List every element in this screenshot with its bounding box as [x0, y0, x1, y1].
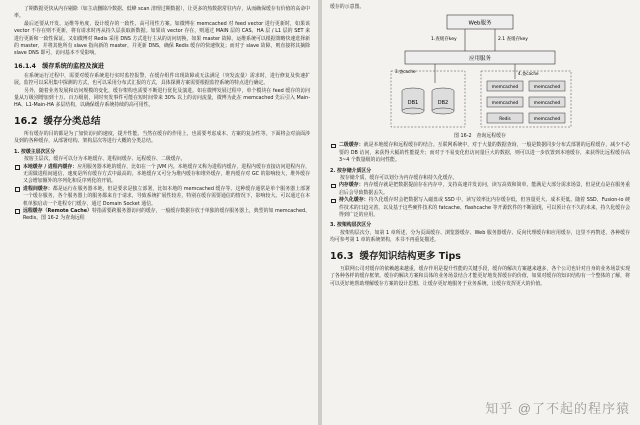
app-service-label: 应用服务	[468, 56, 492, 63]
list-item-label: 进程间缓存：	[23, 185, 53, 192]
checkbox-bullet-icon	[15, 209, 20, 214]
list-item	[330, 182, 630, 197]
list-item-text: 内存缓存就是把数据提前存在内存中，支持高速并发访问，读写高效和简单，能满足大部分需求场景，但是优点是在服务重启后会导致数据丢失。	[339, 182, 630, 196]
list-item-text: 持久化缓存时会把数据写入磁盘或 SSD 中，读写效率比内存缓存低，但容量更大、成本更低。随着 SSD、Fusion-io 硬件技术的日趋完善，以及基于这些硬件技术的 fatcache、flashcache 等开源软件的不断涌现，可以预计在不久的未来，持久化缓存会得到广泛的应用。	[339, 197, 630, 219]
db1-icon	[402, 88, 424, 114]
memcached-node	[487, 97, 523, 107]
heading-title: 缓存分类总结	[43, 115, 101, 127]
list-item	[330, 197, 630, 219]
figure-diagram	[385, 13, 575, 131]
paragraph: 所有缓存的目的都是为了加快访问的速度，提升性能。当然在缓存的作用上，也需要考虑成本、方案的复杂性等。下面将会对前面涉及到的各种缓存，从部署结构、架构层次等进行大概的分类总结。	[14, 130, 310, 145]
list-item-text: 就是本地缓存和远程缓存的结合。互联网系统中，对于大量的数据查询，一般是数据同步分布式部署的远程缓存，减少不必要的 DB 访问，来获得大幅的性能提升；而对于不易变化但访问量巨大的数据，则可以进一步放置到本地缓存，来获得比远程缓存高 3~4 个数量级的访问性能。	[339, 142, 630, 164]
checkbox-bullet-icon	[331, 184, 336, 189]
step-label: 2.1 查缓存key	[498, 37, 528, 43]
list-item-label: 内存缓存：	[339, 182, 364, 189]
right-page	[322, 0, 640, 425]
step-label: 4.查cache	[518, 71, 539, 77]
subheading: 1. 按缓主层次区分	[14, 148, 56, 155]
checkbox-bullet-icon	[331, 199, 336, 204]
figure-caption: 图 16-2 查询远程缓存	[454, 133, 506, 140]
subheading: 3. 按架构层次区分	[330, 222, 372, 229]
section-heading: 16.1.4 缓存系统的监控及演进	[14, 62, 104, 70]
list-item	[14, 208, 310, 223]
paragraph: 按架构层次分，如第 1 章所述，分为页面缓存、浏览器缓存、Web 服务器缓存、反向代理缓存和应用缓存，这里不再赘述，各种缓存均可参考第 1 章的系统架构，本书不再重复描述。	[330, 229, 630, 244]
left-page	[0, 0, 318, 425]
list-item-text: 应用服务器本地的缓存，比如在一个 JVM 内。本地缓存又称为进程内缓存，进程内缓存直接访问进程内存，无需做进程间通信，速度是所有缓存方式中最高的。本地缓存又可分为堆内缓存和堆外缓存，堆内缓存对 GC 的影响较大，堆外缓存又会增加额外的序列化和反序列化的开销。	[23, 163, 310, 185]
step-label: 1.查缓存key	[431, 37, 457, 43]
svg-text:memcached: memcached	[491, 101, 519, 107]
heading-title: 缓存知识结构更多 Tips	[359, 250, 461, 262]
chapter-heading	[14, 115, 310, 128]
checkbox-bullet-icon	[15, 187, 20, 192]
db2-icon	[432, 88, 454, 114]
list-item-label: 二级缓存：	[339, 142, 364, 149]
list-item	[330, 142, 630, 164]
svg-text:memcached: memcached	[533, 101, 561, 107]
list-item-label: 远程缓存（Remote Cache）	[23, 207, 92, 214]
list-item	[14, 186, 310, 208]
svg-text:memcached: memcached	[533, 85, 561, 91]
memcached-node	[529, 81, 565, 91]
svg-text:DB1: DB1	[407, 100, 419, 107]
step-label: 3.查cache	[395, 69, 416, 75]
watermark: 知乎 @了不起的程序猿	[485, 401, 630, 416]
heading-number: 16.3	[330, 250, 354, 262]
list-item-label: 持久化缓存：	[339, 197, 369, 204]
heading-number: 16.2	[14, 115, 38, 127]
memcached-node	[529, 113, 565, 123]
checkbox-bullet-icon	[331, 144, 336, 149]
paragraph: 最后还要从开发、运维等角度，设计缓存的一致性、高可用性方案。如微博在 memcached 对 feed vector 进行更新时，如果该 vector 不存在则不更新，将有请求时再从持久层获取新数据。如果该 vector 存在，则通过 MAIN 层的 CAS、HA 层 / L1 层的 SET 来进行更新和一致性保证。又如微博对 Redis 采用 DNS 方式进行主从的访问切换，如果 master 故障，运维系统可以根据策略快速选择新的 master，并将其他所有 slave 指向新的 master，并更新 DNS，确保 Redis 缓存的快速恢复；而对于 slave 故障，则直接将其摘除 slave DNS 即可，访问基本不受影响。	[14, 20, 310, 57]
redis-node	[487, 113, 523, 123]
memcached-node	[529, 97, 565, 107]
list-item	[14, 164, 310, 186]
svg-text:DB2: DB2	[437, 100, 449, 107]
list-item-text: 都是运行在服务器本地，但是要求是独立部署，比如本地的 memcached 缓存等。这种缓存通常是单个服务器上部署一个缓存服务，各个服务器上的服务都来自于请求，导致系统扩展性较差，特别在缓存需要通信的情况下，影响较大。可以通过在本机单独启动一个进程专门缓存，通过 Domain Socket 通信。	[23, 185, 310, 207]
list-item-label: 本地缓存 / 进程内缓存：	[23, 163, 78, 170]
svg-text:memcached: memcached	[491, 85, 519, 91]
subheading: 2. 按存储介质区分	[330, 167, 372, 174]
memcached-node	[487, 81, 523, 91]
svg-text:memcached: memcached	[533, 117, 561, 123]
paragraph: 按宿主层次，缓存可以分为本地缓存、进程间缓存、远程缓存、二级缓存。	[24, 156, 186, 163]
checkbox-bullet-icon	[15, 165, 20, 170]
list-item-text: 特指需要跨服务器访问的缓存，一般缓存数据存放于单独的缓存服务器上，典型的如 memcached、Redis。图 16-2 为查询远程	[23, 207, 310, 222]
paragraph: 缓存的示意图。	[330, 4, 365, 10]
svg-text:Redis: Redis	[499, 117, 511, 123]
web-service-label: Web服务	[468, 20, 492, 27]
paragraph: 互联网公司对缓存的依赖越来越重，缓存作用是提升性能的关键手段，缓存的解决方案越来越多，各个公司也针对自身的业务场景实现了各种各样的缓存框架。缓存的解决方案和具体的业务场景结合才能更好地发挥缓存的价值，如果对缓存的知识结构有一个整体的了解，将可以更好地帮助理解缓存方案的设计思想，让缓存更好地服务于业务系统，让缓存发挥更大的价值。	[330, 265, 630, 287]
paragraph: 另外，随着业务发展和访问规模的变化，缓存架构也需要不断进行优化及演进。如在微博发展过程中，单个模块在 feed 缓存的访问量从万级别增加到十万、百万级别，同时突发事件可能在短时间带来 30% 以上的访问流量，微博为此在 memcached 先后引入 Main-HA、L1-Main-HA 多层结构，以确保缓存系统持续的高可用性。	[14, 87, 310, 109]
chapter-heading	[330, 250, 630, 263]
paragraph: 按存储介质，缓存可以划分为内存缓存和持久化缓存。	[340, 175, 458, 182]
paragraph: 了期数据更快从内存剔除（如主动删除冷数据、低峰 scan 清理过期数据），让更多的热数据常驻内存，从而确保缓存有价值的高命中率。	[14, 6, 310, 20]
paragraph: 在系统运行过程中，需要对缓存系统进行实时监控报警，在缓存组件出现故障或无法满足（突发流量）需求时，进行修复及快速扩展。监控可以采用集中探测的方式，也可以采用分布式汇报的方式，具体探测方案需要根据监控系统的特点进行确定。	[14, 72, 310, 87]
remote-cache-figure	[385, 13, 575, 131]
